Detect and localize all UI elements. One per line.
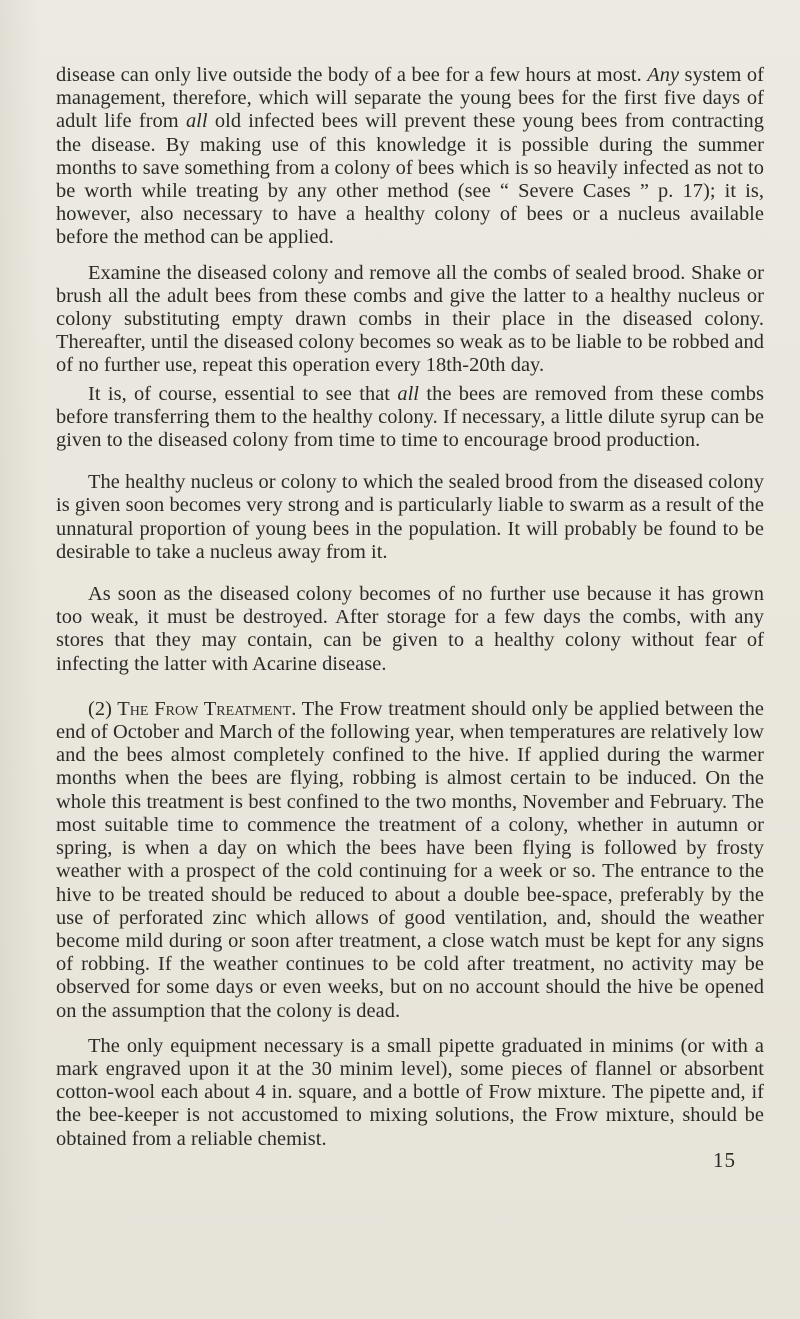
paragraph-healthy-nucleus: The healthy nucleus or colony to which the sealed brood from the diseased colony is given soon becomes very strong and is particularly liable to swarm as a result of the unnatural proportion of young bees in the population. It will probably be found to be desirable to take a nucleus away from it.	[56, 471, 764, 563]
paragraph-frow-treatment: (2) The Frow Treatment. The Frow treatment should only be applied between the end of October and March of the following year, when temperatures are relatively low and the bees almost completely confined to the hive. If applied during the warmer months when the bees are flying, robbing is almost certain to be induced. On the whole this treatment is best confined to the two months, November and February. The most suitable time to commence the treatment of a colony, whether in autumn or spring, is when a day on which the bees have been flying is followed by frosty weather with a prospect of the cold continuing for a week or so. The entrance to the hive to be treated should be reduced to about a double bee-space, preferably by the use of perforated zinc which allows of good ventilation, and, should the weather become mild during or soon after treatment, a close watch must be kept for any signs of robbing. If the weather continues to be cold after treatment, no activity may be observed for some days or even weeks, but on no account should the hive be opened on the assumption that the colony is dead.	[56, 697, 764, 1022]
page-number: 15	[713, 1148, 736, 1172]
emphasis-any: Any	[647, 64, 680, 86]
paragraph-examine: Examine the diseased colony and remove all the combs of sealed brood. Shake or brush all the adult bees from these combs and give the latter to a healthy nucleus or colony substituting empty drawn combs in their place in the diseased colony. Thereafter, until the diseased colony becomes so weak as to be liable to be robbed and of no further use, repeat this operation every 18th-20th day.	[56, 261, 764, 377]
body-text	[56, 64, 764, 1151]
paragraph-continuation: disease can only live outside the body of a bee for a few hours at most. Any system of management, therefore, which will separate the young bees for the first five days of adult life from all old infected bees will prevent these young bees from contracting the disease. By making use of this knowledge it is possible during the summer months to save something from a colony of bees which is so heavily infected as not to be worth while treating by any other method (see “ Severe Cases ” p. 17); it is, however, also necessary to have a healthy colony of bees or a nucleus available before the method can be applied.	[56, 64, 764, 249]
section-heading: (2) The Frow Treatment.	[88, 697, 297, 720]
paragraph-essential: It is, of course, essential to see that all the bees are removed from these combs before transferring them to the healthy colony. If necessary, a little dilute syrup can be given to the diseased colony from time to time to encourage brood production.	[56, 382, 764, 452]
paragraph-equipment: The only equipment necessary is a small pipette graduated in minims (or with a mark engraved upon it at the 30 minim level), some pieces of flannel or absorbent cotton-wool each about 4 in. square, and a bottle of Frow mixture. The pipette and, if the bee-keeper is not accustomed to mixing solutions, the Frow mixture, should be obtained from a reliable chemist.	[56, 1034, 764, 1150]
paragraph-destroy: As soon as the diseased colony becomes of no further use because it has grown too weak, it must be destroyed. After storage for a few days the combs, with any stores that they may contain, can be given to a healthy colony without fear of infecting the latter with Acarine disease.	[56, 583, 764, 675]
emphasis-all: all	[185, 110, 208, 133]
emphasis-all: all	[397, 382, 420, 405]
